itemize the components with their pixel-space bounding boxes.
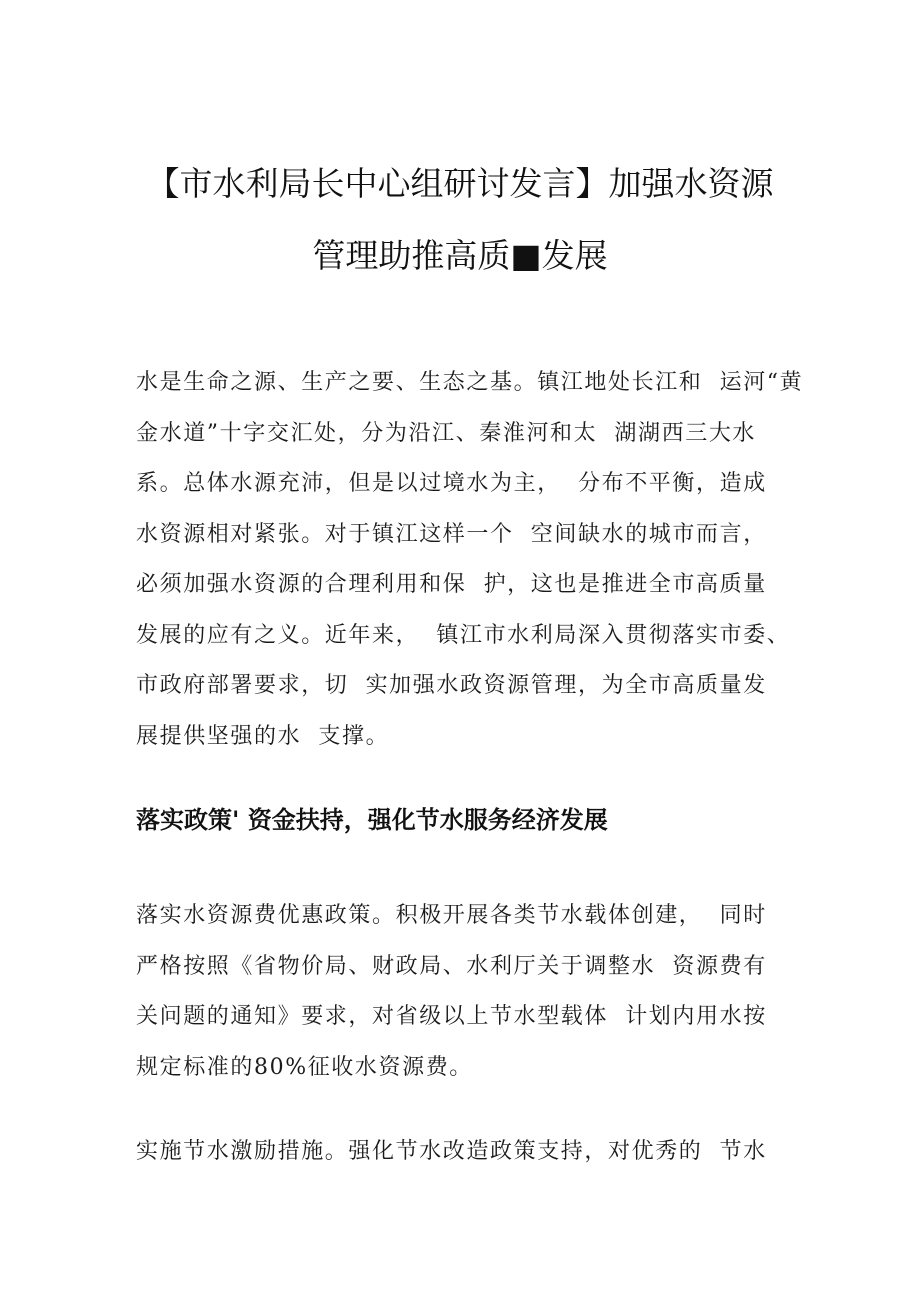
paragraph-line: 发展的应有之义。近年来， 镇江市水利局深入贯彻落实市委、 (136, 622, 791, 648)
paragraph-line: 实施节水激励措施。强化节水改造政策支持，对优秀的 节水 (136, 1139, 767, 1164)
paragraph-line: 必须加强水资源的合理利用和保 护，这也是推进全市高质量 (136, 572, 767, 597)
paragraph-line: 水是生命之源、生产之要、生态之基。镇江地处长江和 运河“黄 (136, 370, 804, 395)
section-heading: 落实政策' 资金扶持，强化节水服务经济发展 (136, 806, 608, 834)
document-title-line-2: 管理助推高质■发展 (312, 236, 608, 275)
water-fee-policy-paragraph (136, 901, 836, 1103)
paragraph-line: 落实水资源费优惠政策。积极开展各类节水载体创建， 同时 (136, 903, 767, 928)
paragraph-line: 市政府部署要求，切 实加强水政资源管理，为全市高质量发 (136, 673, 767, 698)
paragraph-line: 关问题的通知》要求，对省级以上节水型载体 计划内用水按 (136, 1004, 767, 1029)
paragraph-line: 严格按照《省物价局、财政局、水利厅关于调整水 资源费有 (136, 953, 767, 979)
incentive-measures-paragraph (136, 1137, 836, 1188)
paragraph-line: 展提供坚强的水 支撑。 (136, 723, 390, 749)
paragraph-line: 规定标准的80%征收水资源费。 (136, 1054, 473, 1080)
document-title-line-1: 【市水利局长中心组研讨发言】加强水资源 (146, 164, 774, 203)
paragraph-line: 系。总体水源充沛，但是以过境水为主， 分布不平衡，造成 (136, 471, 767, 496)
paragraph-line: 水资源相对紧张。对于镇江这样一个 空间缺水的城市而言， (136, 521, 767, 547)
intro-paragraph (136, 368, 836, 772)
paragraph-line: 金水道”十字交汇处，分为沿江、秦淮河和太 湖湖西三大水 (136, 420, 757, 446)
